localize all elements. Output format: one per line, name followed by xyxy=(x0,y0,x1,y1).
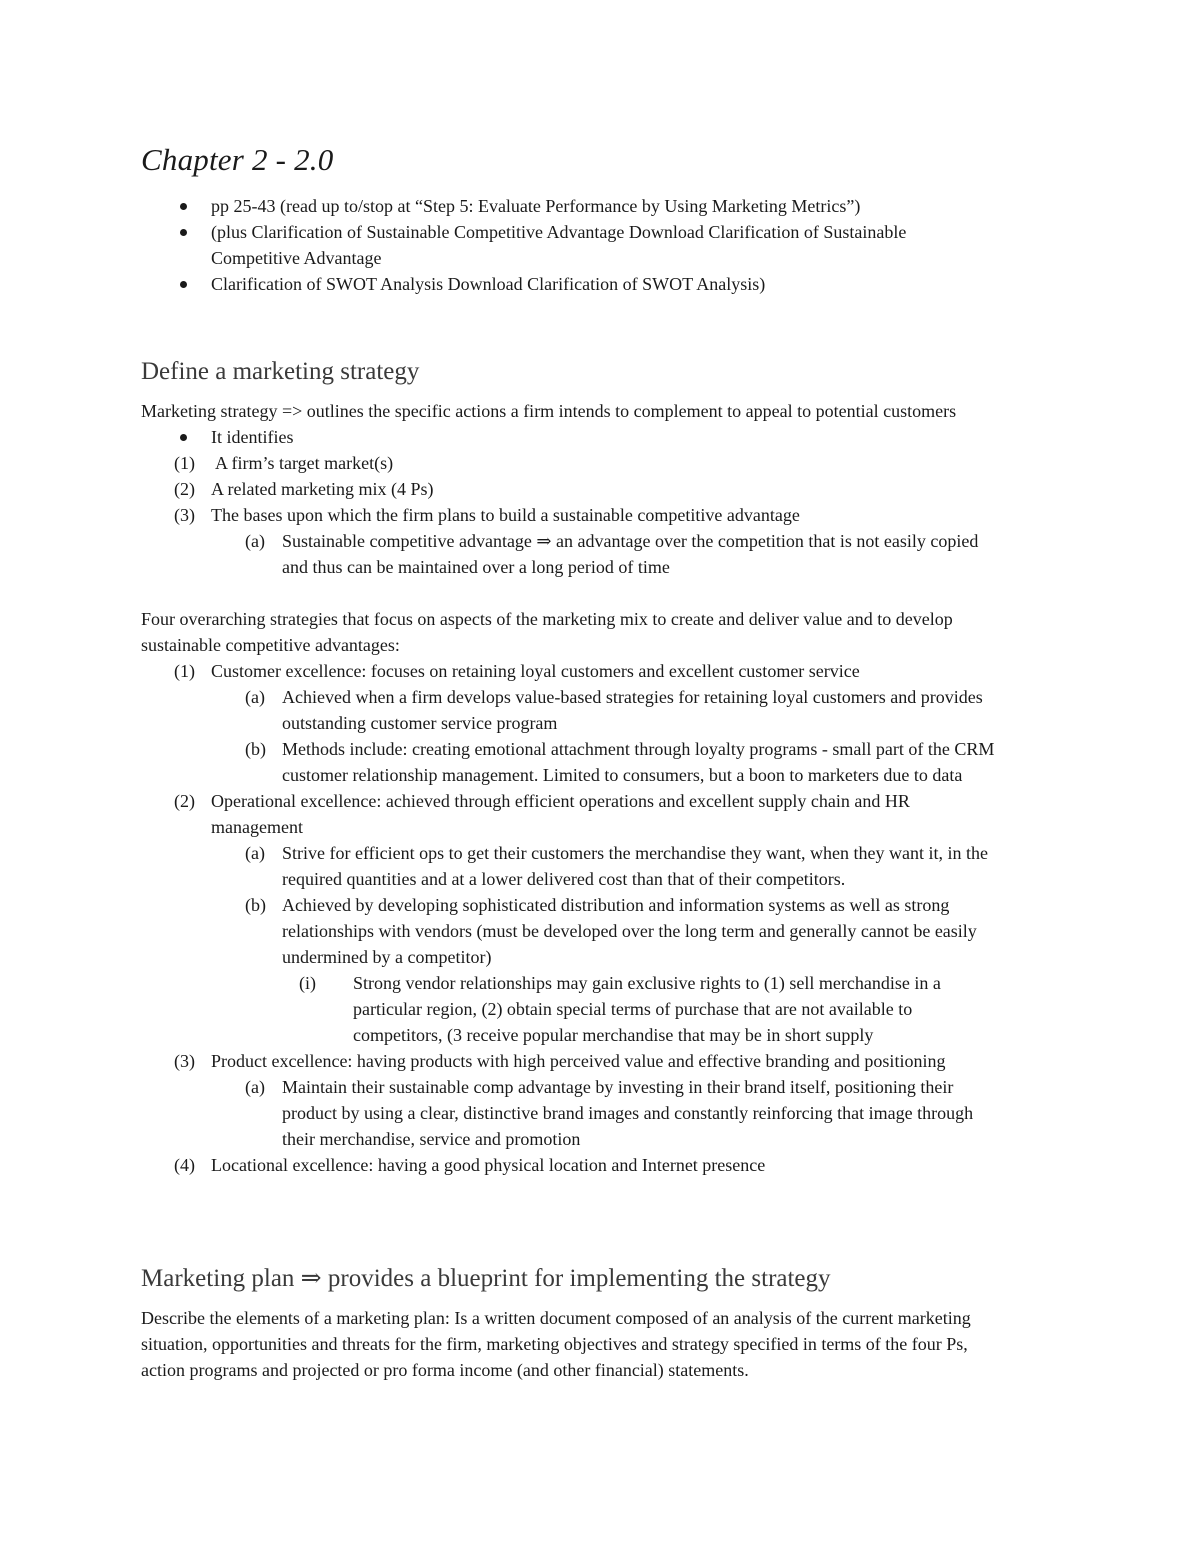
paragraph-text: Describe the elements of a marketing plan: Is a written document composed of an analysis of the current marketing xyxy=(141,1308,971,1328)
list-item-continuation: management xyxy=(211,817,303,837)
list-item: Operational excellence: achieved through efficient operations and excellent supply chain and HR xyxy=(211,791,910,811)
list-item-continuation: undermined by a competitor) xyxy=(282,947,492,967)
list-marker: (a) xyxy=(245,531,265,551)
list-item-continuation: product by using a clear, distinctive brand images and constantly reinforcing that image through xyxy=(282,1103,974,1123)
list-item-continuation: Competitive Advantage xyxy=(211,248,382,268)
list-item: pp 25-43 (read up to/stop at “Step 5: Evaluate Performance by Using Marketing Metrics”) xyxy=(211,196,861,216)
list-item: Achieved by developing sophisticated distribution and information systems as well as strong xyxy=(282,895,950,915)
list-item: Strive for efficient ops to get their customers the merchandise they want, when they want it, in the xyxy=(282,843,988,863)
list-marker: (b) xyxy=(245,739,266,759)
list-marker: (1) xyxy=(174,661,195,681)
list-item: Achieved when a firm develops value-based strategies for retaining loyal customers and provides xyxy=(282,687,983,707)
list-marker: (3) xyxy=(174,505,195,525)
list-marker: (a) xyxy=(245,843,265,863)
list-item: Clarification of SWOT Analysis Download Clarification of SWOT Analysis) xyxy=(211,274,766,294)
list-marker: (b) xyxy=(245,895,266,915)
list-item: Maintain their sustainable comp advantage by investing in their brand itself, positioning their xyxy=(282,1077,954,1097)
page-title: Chapter 2 - 2.0 xyxy=(141,142,334,177)
list-item: It identifies xyxy=(211,427,294,447)
list-marker: (i) xyxy=(299,973,316,993)
paragraph-text: sustainable competitive advantages: xyxy=(141,635,400,655)
list-marker: (2) xyxy=(174,479,195,499)
list-item: Methods include: creating emotional attachment through loyalty programs - small part of the CRM xyxy=(282,739,995,759)
list-item-continuation: and thus can be maintained over a long period of time xyxy=(282,557,670,577)
section-heading-marketing-strategy: Define a marketing strategy xyxy=(141,358,420,385)
list-item: Sustainable competitive advantage ⇒ an advantage over the competition that is not easily copied xyxy=(282,531,979,551)
definition-text: Marketing strategy => outlines the specific actions a firm intends to complement to appeal to potential customers xyxy=(141,401,957,421)
list-item: Strong vendor relationships may gain exclusive rights to (1) sell merchandise in a xyxy=(353,973,941,993)
list-marker: (2) xyxy=(174,791,195,811)
list-item: (plus Clarification of Sustainable Competitive Advantage Download Clarification of Sustainable xyxy=(211,222,907,242)
list-item: A related marketing mix (4 Ps) xyxy=(211,479,434,499)
list-marker: (a) xyxy=(245,687,265,707)
list-item-continuation: required quantities and at a lower delivered cost than that of their competitors. xyxy=(282,869,846,889)
list-item-continuation: relationships with vendors (must be developed over the long term and generally cannot be easily xyxy=(282,921,977,941)
list-item: Product excellence: having products with high perceived value and effective branding and positioning xyxy=(211,1051,946,1071)
list-marker: (3) xyxy=(174,1051,195,1071)
section-heading-marketing-plan: Marketing plan ⇒ provides a blueprint for implementing the strategy xyxy=(141,1265,831,1292)
list-item-continuation: customer relationship management. Limited to consumers, but a boon to marketers due to data xyxy=(282,765,963,785)
list-item: A firm’s target market(s) xyxy=(215,453,394,473)
paragraph-text: action programs and projected or pro forma income (and other financial) statements. xyxy=(141,1360,749,1380)
list-item: Locational excellence: having a good physical location and Internet presence xyxy=(211,1155,766,1175)
list-marker: (1) xyxy=(174,453,195,473)
list-marker: (4) xyxy=(174,1155,195,1175)
paragraph-text: situation, opportunities and threats for the firm, marketing objectives and strategy specified in terms of the four Ps, xyxy=(141,1334,968,1354)
paragraph-text: Four overarching strategies that focus on aspects of the marketing mix to create and deliver value and to develop xyxy=(141,609,953,629)
list-item-continuation: their merchandise, service and promotion xyxy=(282,1129,581,1149)
list-item-continuation: competitors, (3 receive popular merchandise that may be in short supply xyxy=(353,1025,874,1045)
list-item-continuation: particular region, (2) obtain special terms of purchase that are not available to xyxy=(353,999,913,1019)
list-item: Customer excellence: focuses on retaining loyal customers and excellent customer service xyxy=(211,661,860,681)
list-item-continuation: outstanding customer service program xyxy=(282,713,558,733)
list-item: The bases upon which the firm plans to build a sustainable competitive advantage xyxy=(211,505,800,525)
list-marker: (a) xyxy=(245,1077,265,1097)
